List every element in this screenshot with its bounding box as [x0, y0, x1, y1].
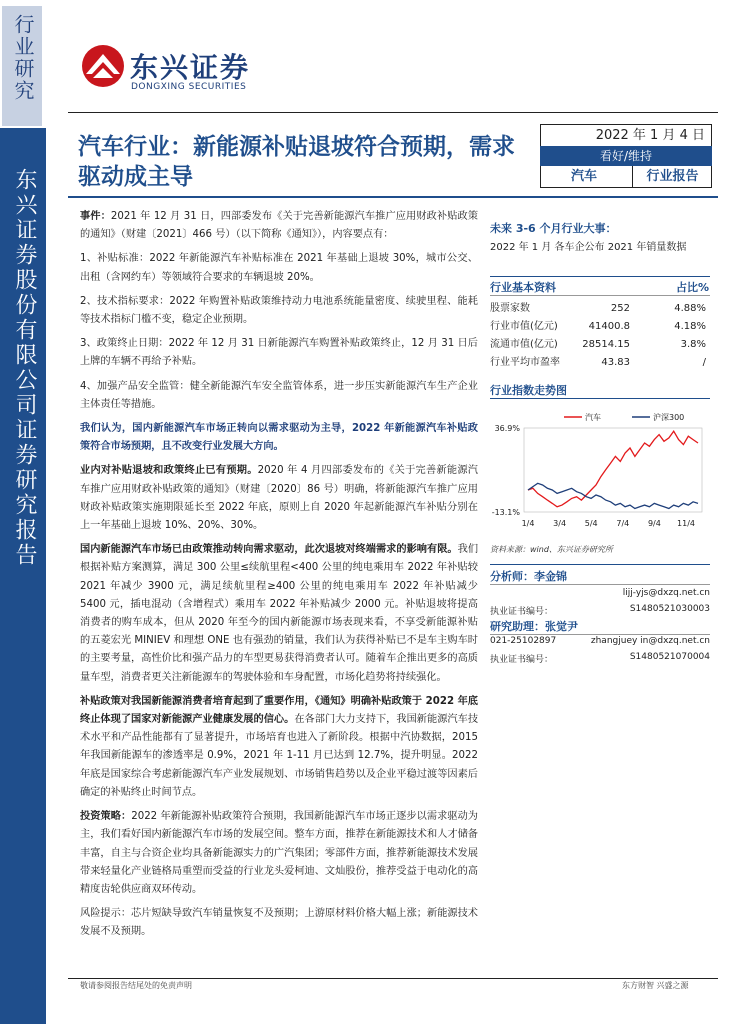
industry-row-pct: 4.18%	[674, 321, 706, 332]
industry-sub-line	[490, 295, 710, 296]
industry-row-value: 43.83	[601, 357, 630, 368]
analyst2-heading: 研究助理：张觉尹	[490, 620, 578, 633]
analyst2-phone: 021-25102897	[490, 636, 557, 646]
legend-label: 汽车	[585, 413, 601, 422]
industry-row	[490, 318, 710, 336]
industry-pct-heading: 占比%	[676, 281, 710, 294]
industry-row	[490, 300, 710, 318]
paragraph-risk: 风险提示：芯片短缺导致汽车销量恢复不及预期；上游原材料价格大幅上涨；新能源技术发展不及预期。	[80, 908, 478, 938]
category-report-type: 行业报告	[632, 166, 712, 188]
sidebar-top-label: 行业研究	[11, 14, 35, 102]
industry-row-pct: /	[702, 357, 706, 368]
analyst2-cert: S1480521070004	[629, 652, 710, 662]
analyst1-heading: 分析师：李金锦	[490, 570, 567, 583]
footer-disclaimer: 敬请参阅报告结尾处的免责声明	[80, 981, 192, 990]
industry-row-value: 41400.8	[588, 321, 630, 332]
x-tick-label: 11/4	[677, 519, 695, 528]
industry-row-pct: 3.8%	[680, 339, 706, 350]
industry-row-value: 252	[610, 303, 630, 314]
paragraph-expectation: 业内对补贴退坡和政策终止已有预期。2020 年 4 月四部委发布的《关于完善新能源汽车推广应用财政补贴政策的通知》（财建〔2020〕86 号）明确，将新能源汽车推广应用财政补贴政策实施期限延长至 2022 年底，原则上自 2020 年起新能源汽车补贴分别在上一年基础上退坡 10%、20%、30%。	[80, 465, 478, 532]
paragraph-point-2: 2、技术指标要求：2022 年购置补贴政策维持动力电池系统能量密度、续驶里程、能耗等技术指标门槛不变，稳定企业预期。	[80, 295, 478, 326]
report-body	[80, 208, 478, 948]
category-industry: 汽车	[570, 169, 597, 184]
paragraph-point-1: 1、补贴标准：2022 年新能源汽车补贴标准在 2021 年基础上退坡 30%，城市公交、出租（含网约车）等领域符合要求的车辆退坡 20%。	[80, 253, 478, 283]
x-tick-label: 3/4	[553, 519, 567, 528]
industry-row	[490, 336, 710, 354]
legend-label: 沪深300	[653, 413, 685, 422]
industry-top-line	[490, 276, 710, 277]
analyst2-line	[490, 634, 710, 635]
industry-row-pct: 4.88%	[674, 303, 706, 314]
analyst1-email: lijj-yjs@dxzq.net.cn	[622, 588, 710, 598]
report-title: 汽车行业：新能源补贴退坡符合预期，需求驱动成主导	[78, 134, 515, 190]
paragraph-event: 事件：2021 年 12 月 31 日，四部委发布《关于完善新能源汽车推广应用财政补贴政策的通知》（财建〔2021〕466 号）（以下简称《通知》），内容要点有：	[80, 211, 479, 241]
series-line-auto	[528, 431, 698, 507]
paragraph-point-4: 4、加强产品安全监管：健全新能源汽车安全监管体系，进一步压实新能源汽车生产企业主体责任等措施。	[80, 380, 478, 410]
footer-slogan: 东方财智 兴盛之源	[622, 981, 689, 990]
chart-frame	[524, 428, 702, 512]
events-heading: 未来 3-6 个月行业大事：	[490, 222, 617, 235]
industry-row-label: 流通市值(亿元)	[490, 339, 558, 350]
paragraph-demand: 国内新能源汽车市场已由政策推动转向需求驱动，此次退坡对终端需求的影响有限。我们根据补贴方案测算，满足 300 公里≤续航里程<400 公里的纯电乘用车 2022 年补贴较 2021 年减少 3900 元，满足续航里程≥400 公里的纯电乘用车 2022 年补贴减少 5400 元，插电混动（含增程式）乘用车 2022 年补贴减少 2000 元。补贴退坡将提高消费者的购车成本，但从 2020 年至今的国内新能源市场表现来看，不享受新能源补贴的五菱宏光 MINIEV 和理想 ONE 也有强劲的销量，我们认为获得补贴已不是车主购车时的主要考量，高性价比和强产品力的车型更易获得消费者认可。随着车企推出更多的高质量车型，消费者更关注新能源车的驾驶体验和车身配置，市场化趋势将持续强化。	[80, 544, 479, 683]
industry-row-value: 28514.15	[582, 339, 630, 350]
company-name-cn: 东兴证券	[130, 51, 251, 84]
analyst2-cert-label: 执业证书编号：	[490, 655, 554, 665]
industry-row-label: 行业市值(亿元)	[490, 321, 558, 332]
x-tick-label: 1/4	[521, 519, 535, 528]
header-divider	[68, 112, 718, 113]
industry-index-chart	[490, 408, 712, 538]
analyst-top-line	[490, 564, 710, 565]
paragraph-strategy: 投资策略：2022 年新能源补贴政策符合预期，我国新能源汽车市场正逐步以需求驱动为主，我们看好国内新能源汽车市场的发展空间。整车方面，推荐在新能源技术和人才储备丰富，自主与合资企业均具备新能源实力的广汽集团；零部件方面，推荐新能源技术发展带来轻量化产业链格局重塑而受益的行业龙头爱柯迪、文灿股份，推荐受益于电动化的高精度齿轮供应商双环传动。	[80, 811, 478, 895]
analyst1-cert: S1480521030003	[629, 604, 710, 614]
industry-heading: 行业基本资料	[490, 281, 556, 294]
events-item: 2022 年 1 月 各车企公布 2021 年销量数据	[490, 242, 687, 253]
company-logo-icon	[80, 44, 126, 88]
paragraph-view: 我们认为，国内新能源汽车市场正转向以需求驱动为主导，2022 年新能源汽车补贴政策符合市场预期，且不改变行业发展大方向。	[80, 423, 478, 453]
report-date: 2022 年 1 月 4 日	[540, 124, 712, 146]
industry-row-label: 行业平均市盈率	[490, 357, 560, 368]
y-tick-label: -13.1%	[491, 508, 520, 517]
paragraph-policy-role: 补贴政策对我国新能源消费者培育起到了重要作用，《通知》明确补贴政策于 2022 年底终止体现了国家对新能源产业健康发展的信心。在各部门大力支持下，我国新能源汽车技术水平和产品性能都有了显著提升，市场培育也进入了新阶段。根据中汽协数据，2015 年我国新能源车的渗透率是 0.9%，2021 年 1-11 月已达到 12.7%，提升明显。2022 年底是国家综合考虑新能源汽车产业发展规划、市场销售趋势以及企业平稳过渡等因素后确定的补贴终止时间节点。	[80, 695, 479, 798]
sidebar-main-label: 东兴证券股份有限公司证券研究报告	[12, 168, 37, 568]
x-tick-label: 9/4	[647, 519, 661, 528]
x-tick-label: 7/4	[616, 519, 630, 528]
chart-source: 资料来源：wind、东兴证券研究所	[490, 545, 613, 554]
title-divider	[68, 196, 718, 198]
rating-badge: 看好/维持	[540, 146, 712, 166]
analyst1-line	[490, 584, 710, 585]
company-name-en: DONGXING SECURITIES	[131, 82, 247, 92]
industry-row	[490, 354, 710, 372]
industry-row-label: 股票家数	[490, 303, 530, 314]
analyst1-cert-label: 执业证书编号：	[490, 607, 554, 617]
chart-top-line	[490, 398, 710, 399]
footer-divider	[68, 978, 718, 979]
paragraph-point-3: 3、政策终止日期：2022 年 12 月 31 日新能源汽车购置补贴政策终止，12 月 31 日后上牌的车辆不再给予补贴。	[80, 338, 478, 368]
y-tick-label: 36.9%	[494, 424, 520, 433]
x-tick-label: 5/4	[584, 519, 598, 528]
chart-heading: 行业指数走势图	[490, 384, 567, 397]
analyst2-email: zhangjuey in@dxzq.net.cn	[590, 636, 710, 646]
